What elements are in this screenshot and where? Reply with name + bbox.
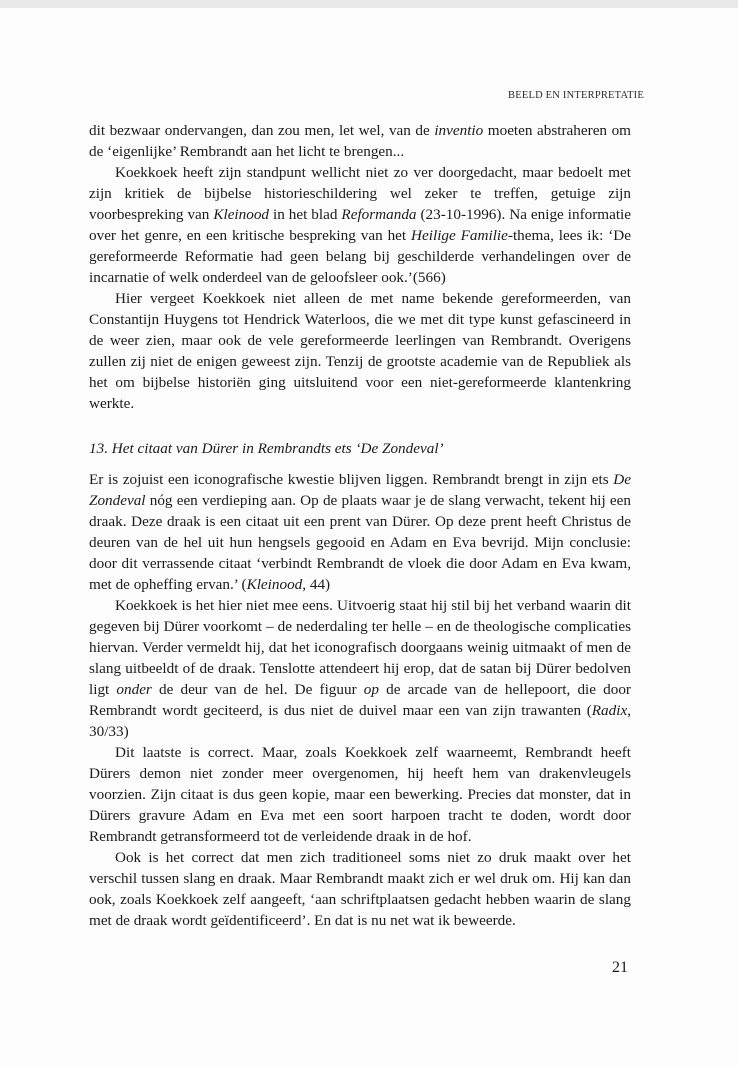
text-run: Hier vergeet Koekkoek niet alleen de met name bekende gereformeerden, van Constantijn Huygens tot Hendrick Waterloos, die we met dit type kunst gefascineerd in de weer zien, maar ook de vele gereformeerde leerlingen van Rembrandt. Overigens zullen zij niet de enigen geweest zijn. Tenzij de grootste academie van de Republiek als het om bijbelse historiën ging uitsluitend voor een niet-gereformeerde klantenkring werkte.: [89, 290, 631, 412]
paragraph-5: [89, 595, 631, 742]
section-heading: 13. Het citaat van Dürer in Rembrandts ets ‘De Zondeval’: [89, 440, 444, 457]
running-head: BEELD EN INTERPRETATIE: [508, 90, 644, 101]
text-run: dit bezwaar ondervangen, dan zou men, let wel, van de: [89, 122, 435, 139]
paragraph-1: [89, 120, 631, 162]
text-run: moeten abstraheren om de ‘eigenlijke’ Rembrandt aan het licht te brengen...: [89, 122, 631, 160]
italic-text-run: Radix: [591, 702, 628, 719]
scan-edge-shadow: [0, 0, 738, 8]
paragraph-2: [89, 162, 631, 288]
text-run: de deur van de hel. De figuur: [151, 681, 364, 698]
italic-text-run: Kleinood: [213, 206, 270, 223]
italic-text-run: onder: [116, 681, 152, 698]
page-number: 21: [612, 959, 628, 976]
text-run: Koekkoek heeft zijn standpunt wellicht niet zo ver doorgedacht, maar bedoelt met zijn kritiek de bijbelse historieschildering wel zeker te treffen, getuige zijn voorbespreking van: [89, 164, 631, 223]
text-run: in het blad: [269, 206, 342, 223]
text-run: -thema, lees ik: ‘De gereformeerde Reformatie had geen belang bij geschilderde verhandelingen over de incarnatie of welk onderdeel van de geloofsleer ook.’(566): [89, 227, 631, 286]
italic-text-run: Heilige Familie: [411, 227, 508, 244]
text-run: , 44): [302, 576, 331, 593]
text-run: Koekkoek is het hier niet mee eens. Uitvoerig staat hij stil bij het verband waarin dit gegeven bij Dürer voorkomt – de nederdaling ter helle – en de theologische complicaties hiervan. Verder vermeldt hij, dat het iconografisch doorgaans weinig uitmaakt of men de slang uitbeeldt of de draak. Tenslotte attendeert hij erop, dat de satan bij Dürer bedolven ligt: [89, 597, 631, 698]
italic-text-run: inventio: [434, 122, 484, 139]
italic-text-run: Reformanda: [341, 206, 417, 223]
text-run: nóg een verdieping aan. Op de plaats waar je de slang verwacht, tekent hij een draak. Deze draak is een citaat uit een prent van Dürer. Op deze prent heeft Christus de deuren van de hel uit hun hengsels gegooid en Adam en Eva bevrijd. Mijn conclusie: door dit verrassende citaat ‘verbindt Rembrandt de vloek die door Adam en Eva kwam, met de opheffing ervan.’ (: [89, 492, 631, 593]
paragraph-6: [89, 742, 631, 847]
text-run: Er is zojuist een iconografische kwestie blijven liggen. Rembrandt brengt in zijn ets: [89, 471, 614, 488]
paragraph-7: [89, 847, 631, 931]
text-run: Ook is het correct dat men zich traditioneel soms niet zo druk maakt over het verschil tussen slang en draak. Maar Rembrandt maakt zich er wel druk om. Hij kan dan ook, zoals Koekkoek zelf aangeeft, ‘aan schriftplaatsen gedacht hebben waarin de slang met de draak wordt geïdentificeerd’. En dat is nu net wat ik beweerde.: [89, 849, 631, 929]
text-run: Dit laatste is correct. Maar, zoals Koekkoek zelf waarneemt, Rembrandt heeft Dürers demon niet zonder meer overgenomen, hij heeft hem van drakenvleugels voorzien. Zijn citaat is dus geen kopie, maar een bewerking. Precies dat monster, dat in Dürers gravure Adam en Eva met een soort harpoen tracht te doden, wordt door Rembrandt getransformeerd tot de verleidende draak in de hof.: [89, 744, 631, 845]
body-text: [89, 120, 631, 931]
text-run: (23-10-1996). Na enige informatie over het genre, en een kritische bespreking van het: [89, 206, 632, 244]
italic-text-run: De Zondeval: [89, 471, 631, 509]
italic-text-run: op: [363, 681, 379, 698]
paragraph-4: [89, 469, 631, 595]
paragraph-3: [89, 288, 631, 414]
text-run: , 30/33): [89, 702, 631, 740]
text-run: de arcade van de hellepoort, die door Rembrandt wordt geciteerd, is dus niet de duivel maar een van zijn trawanten (: [89, 681, 631, 719]
italic-text-run: Kleinood: [246, 576, 303, 593]
